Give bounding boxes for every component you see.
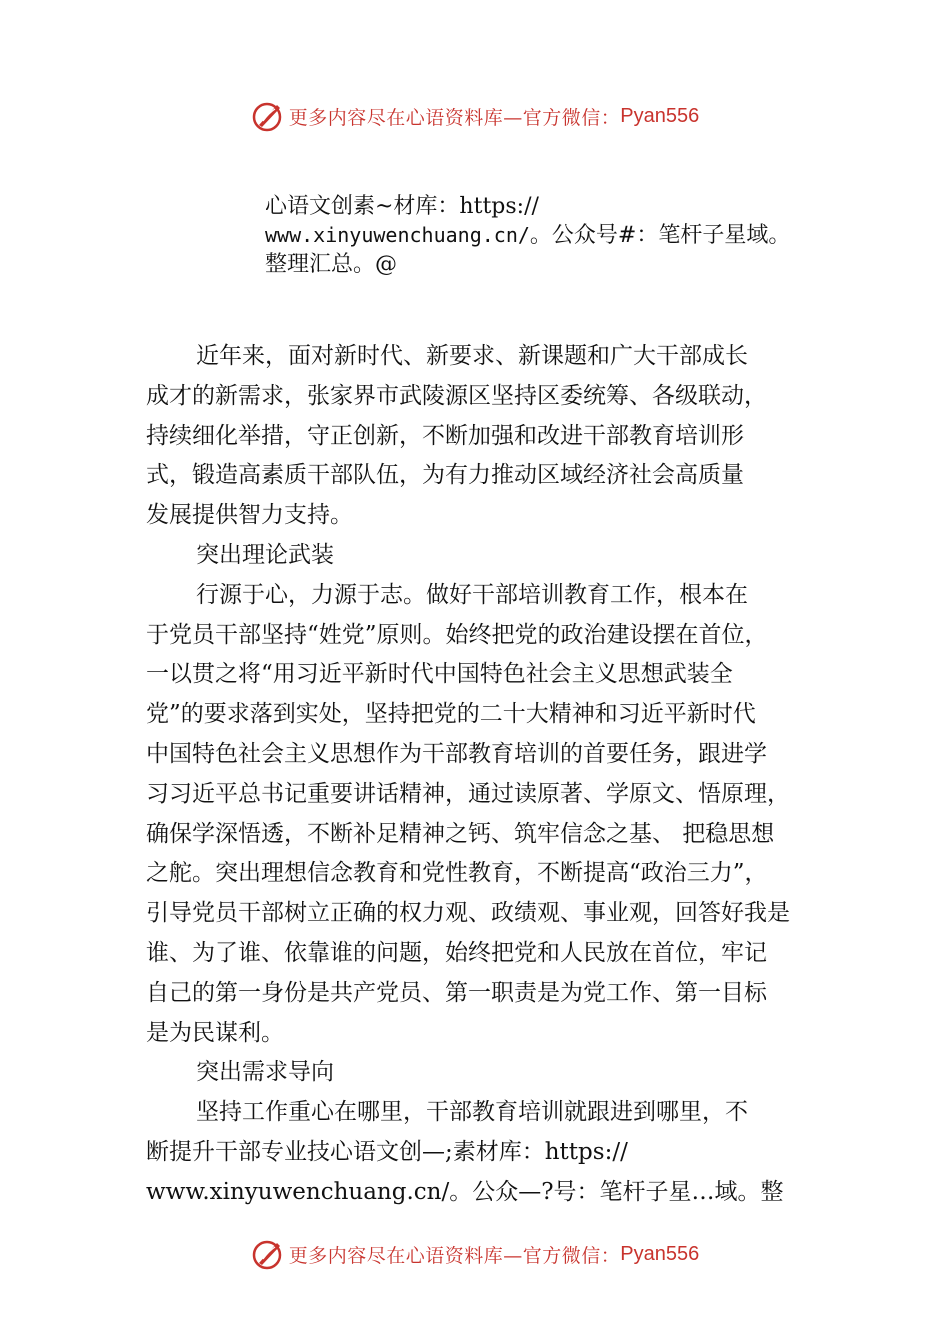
paragraph-line: 近年来，面对新时代、新要求、新课题和广大干部成长: [196, 343, 748, 369]
paragraph-line: 自己的第一身份是共产党员、第一职责是为党工作、第一目标: [146, 979, 767, 1006]
paragraph-line: 之舵。突出理想信念教育和党性教育，不断提高“政治三力”，: [146, 860, 768, 887]
banner-wechat-id: Pyan556: [620, 1242, 700, 1265]
source-note-line: [265, 221, 865, 250]
paragraph-line: 持续细化举措，守正创新，不断加强和改进干部教育培训形: [146, 422, 744, 449]
source-note: [265, 192, 865, 279]
paragraph-line: 确保学深悟透，不断补足精神之钙、筑牢信念之基、 把稳思想: [146, 820, 775, 847]
paragraph-line: 式，锻造高素质干部队伍，为有力推动区域经济社会高质量: [146, 462, 744, 489]
banner-text: 更多内容尽在心语资料库—官方微信：: [288, 106, 621, 129]
banner-wechat-id: Pyan556: [620, 104, 700, 127]
source-note-line: 整理汇总。@: [265, 252, 398, 277]
source-note-text: 。公众号#：笔杆子星域。: [529, 223, 791, 248]
banner-text: 更多内容尽在心语资料库—官方微信：: [288, 1244, 621, 1267]
quill-logo-icon: [251, 99, 285, 133]
header-banner: [0, 96, 950, 136]
paragraph-line: 党”的要求落到实处，坚持把党的二十大精神和习近平新时代: [146, 701, 756, 728]
source-note-url: www.xinyuwenchuang.cn/: [265, 223, 530, 247]
quill-logo-icon: [251, 1237, 285, 1271]
paragraph-line: 断提升干部专业技心语文创—;素材库：https://: [146, 1138, 628, 1165]
paragraph-line: 一以贯之将“用习近平新时代中国特色社会主义思想武装全: [146, 661, 733, 688]
paragraph-line: www.xinyuwenchuang.cn/。公众—?号：笔杆子星…域。整: [146, 1178, 784, 1205]
paragraph-line: 坚持工作重心在哪里，干部教育培训就跟进到哪里，不: [196, 1099, 748, 1126]
paragraph-line: 行源于心，力源于志。做好干部培训教育工作，根本在: [196, 581, 748, 608]
paragraph-line: 发展提供智力支持。: [146, 502, 353, 529]
section-heading: 突出理论武装: [196, 541, 334, 568]
paragraph-line: 于党员干部坚持“姓党”原则。始终把党的政治建设摆在首位，: [146, 621, 768, 648]
footer-banner: [0, 1234, 950, 1274]
paragraph-line: 谁、为了谁、依靠谁的问题，始终把党和人民放在首位，牢记: [146, 939, 767, 966]
paragraph-line: 引导党员干部树立正确的权力观、政绩观、事业观，回答好我是: [146, 900, 790, 927]
section-heading: 突出需求导向: [196, 1059, 334, 1086]
article-body: [146, 337, 826, 1213]
paragraph-line: 习习近平总书记重要讲话精神，通过读原著、学原文、悟原理，: [146, 780, 790, 807]
paragraph-line: 中国特色社会主义思想作为干部教育培训的首要任务，跟进学: [146, 740, 767, 767]
paragraph-line: 是为民谋利。: [146, 1019, 284, 1046]
paragraph-line: 成才的新需求，张家界市武陵源区坚持区委统筹、各级联动，: [146, 382, 767, 409]
source-note-line: 心语文创素~材库：https://: [265, 194, 539, 219]
